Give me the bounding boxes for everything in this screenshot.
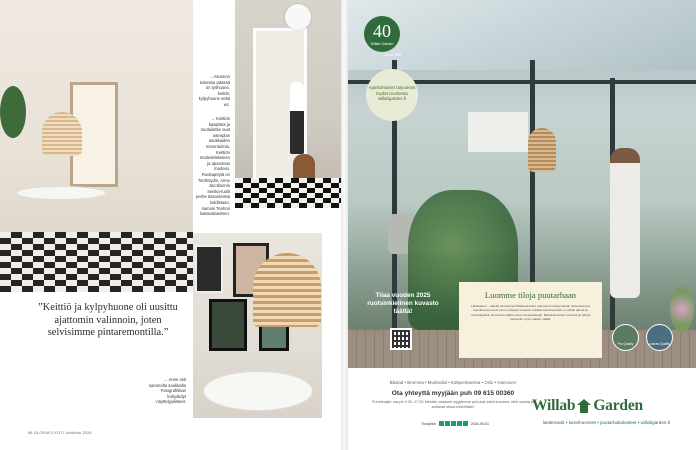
- caption-kitchen: → Keittiön kaapistot ja nuotuilettie ovat asenplan asukkaiden remontoimia. Keittiön modesiekkeinen ja apaniman modeini. Ruokapöytä on Tonthöydin. Anne Jacobsenin Seiska-tuolit perhe toisanimista koldistaan, samoin Tenhon kattovalaisimen.: [196, 116, 230, 217]
- catalog-promo: [366, 292, 440, 316]
- trustpilot-rating: [400, 421, 510, 426]
- page-gutter: [341, 0, 348, 450]
- qr-pattern: [392, 330, 410, 348]
- willab-garden-logo[interactable]: [532, 392, 668, 420]
- promo-text: Tilaa vuoden 2025 ruotsinkielinen kuvasto täältä!: [367, 292, 439, 315]
- woman-figure: [290, 82, 304, 154]
- info-card: [459, 282, 602, 358]
- quality-badge-icon: [612, 324, 639, 351]
- badge-a-label: Pro Quality: [617, 342, 634, 346]
- logo-word-garden: Garden: [593, 397, 643, 414]
- anniversary-label: Willab Garden: [370, 42, 394, 46]
- anniversary-badge: [364, 16, 400, 52]
- rating-stars-icon: [439, 421, 468, 426]
- pendant-lamp: [42, 112, 82, 156]
- contact-phone[interactable]: Ota yhteyttä myyjään puh 09 615 00360: [391, 390, 515, 397]
- caption-posters: → Anne osti sammolta saukkalta Fotografiskan kohyskdyt näyttelyjulisteet.: [148, 377, 186, 405]
- qr-code[interactable]: [390, 328, 412, 350]
- trustpilot-label: Trustpilot: [420, 421, 436, 426]
- trust-date: 2024-09-01: [470, 421, 490, 426]
- since-label: Since 1986: [384, 53, 402, 57]
- globe-lamp: [285, 4, 311, 30]
- rattan-lamp: [528, 128, 556, 172]
- dining-table: [203, 371, 313, 411]
- plant: [0, 86, 26, 138]
- opening-hours: Puhelinajat: ma-pe 9.00–17.00 Meidän osaavat myyjämme puhuvat sekä suomea, että ruotsia ja auttavat sinua mielellään!: [371, 400, 535, 409]
- pull-quote: ”Keittiö ja kylpyhuone oli uusittu ajattomin valinnoin, joten selvisimme pintaremontilla.”: [38, 302, 178, 339]
- delivery-badge-icon: [646, 324, 673, 351]
- house-background: [468, 112, 528, 152]
- poster-3: [209, 299, 247, 351]
- brand-tagline[interactable]: lasiterassit • kasvihuoneet • puutarhakalusteet • willabgarden.fi: [542, 420, 670, 425]
- caption-workroom: → Asunnon toisessa päässä on työhuone, keittiö, kylpyhuone sekä wc.: [198, 74, 230, 107]
- logo-word-willab: Willab: [532, 397, 576, 414]
- hallway-photo: [235, 0, 341, 208]
- flower-pot: [670, 286, 694, 332]
- badge-b-label: Leaves Quality: [648, 342, 671, 346]
- hall-checkered-floor: [235, 178, 341, 208]
- round-table: [16, 186, 106, 200]
- checkered-floor: [0, 232, 193, 292]
- house-icon: [577, 399, 591, 413]
- glass-roof: [348, 0, 696, 70]
- offers-bubble: Ajankohtaiset tarjoukset löydät nivottesta willabgarden.fi: [366, 69, 418, 121]
- card-body: Lähiikäinen – aidolla nimettömä Wittakeskuksia valmistetut lasiseinäintä, lastenasset ja kasvihuoneet juuri sinun mittojesi mukaan. Kaikille kasvihuoneille on pitkät takuut ja myöskilpailua. Ruotsissa säiliön tietoa tuotekatalogit. Mahdollisuuden tutustua ja viihtyä tuotteisiin myös paikan päällä.: [470, 304, 591, 321]
- store-locations: Båstad • Bromma • Munkedal • Köttpenhamina • Oslo • Hannover: [389, 380, 517, 385]
- poster-1: [195, 245, 223, 293]
- dining-photo: [193, 233, 322, 418]
- woman-in-dress: [610, 148, 640, 298]
- dining-pendant: [253, 253, 321, 327]
- anniversary-number: 40: [373, 21, 391, 41]
- card-title: Luomme tiloja puutarhaan: [484, 290, 577, 300]
- page-folio: 98 GLORIA'S KOTI Jahtitalu 2026: [28, 431, 92, 435]
- kitchen-photo: [0, 0, 193, 292]
